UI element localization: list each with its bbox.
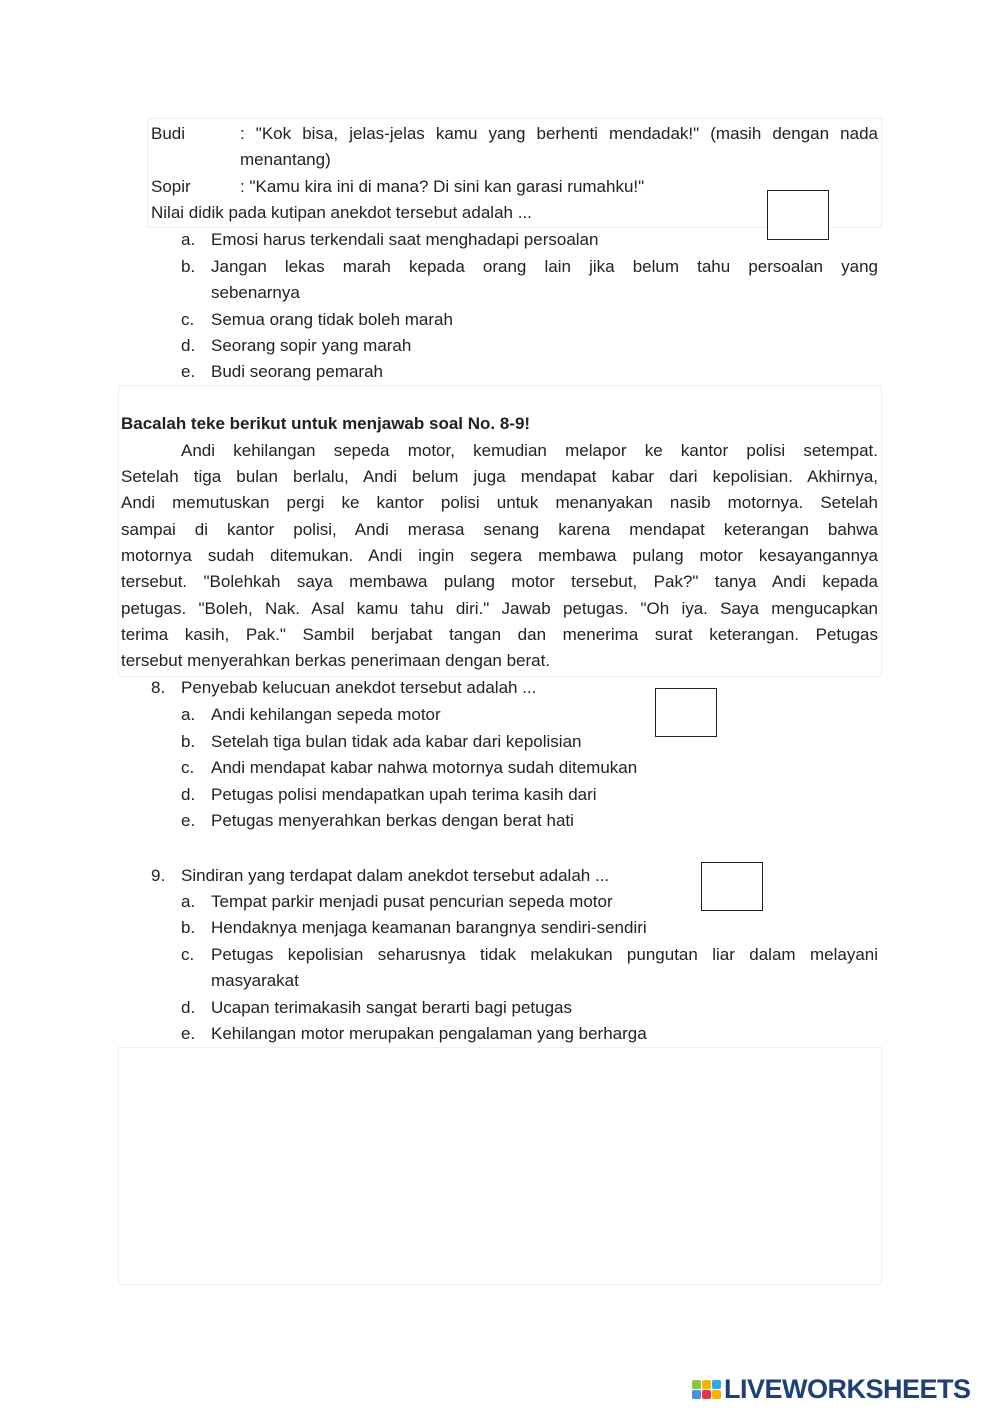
option-letter: e. (181, 1024, 196, 1043)
option-letter: a. (181, 705, 196, 724)
option-text: Petugas kepolisian seharusnya tidak melakukan pungutan liar dalam melayani (211, 945, 878, 964)
question-7: Nilai didik pada kutipan anekdot tersebut adalah ... (151, 203, 532, 222)
reading-line: tersebut menyerahkan berkas penerimaan dengan berat. (121, 651, 551, 670)
option-text: Petugas menyerahkan berkas dengan berat hati (211, 811, 574, 830)
brand-name: LIVEWORKSHEETS (724, 1374, 971, 1404)
option-text: Kehilangan motor merupakan pengalaman yang berharga (211, 1024, 647, 1043)
reading-line: Andi memutuskan pergi ke kantor polisi untuk menanyakan nasib motornya. Setelah (121, 493, 878, 512)
option-letter: d. (181, 785, 196, 804)
option-letter: d. (181, 998, 196, 1017)
option-letter: b. (181, 257, 196, 276)
question-number: 8. (151, 678, 166, 697)
option-text: masyarakat (211, 971, 299, 990)
option-text: Ucapan terimakasih sangat berarti bagi petugas (211, 998, 572, 1017)
option-text: Emosi harus terkendali saat menghadapi persoalan (211, 230, 599, 249)
option-text: Semua orang tidak boleh marah (211, 310, 453, 329)
speaker-sopir: Sopir (151, 177, 191, 196)
reading-line: Andi kehilangan sepeda motor, kemudian melapor ke kantor polisi setempat. (181, 441, 878, 460)
reading-line: Setelah tiga bulan berlalu, Andi belum juga mendapat kabar dari kepolisian. Akhirnya, (121, 467, 878, 486)
reading-line: tersebut. "Bolehkah saya membawa pulang motor tersebut, Pak?" tanya Andi kepada (121, 572, 878, 591)
option-letter: a. (181, 892, 196, 911)
option-text: Andi kehilangan sepeda motor (211, 705, 441, 724)
option-letter: c. (181, 758, 195, 777)
question-9: Sindiran yang terdapat dalam anekdot tersebut adalah ... (181, 866, 610, 885)
reading-line: petugas. "Boleh, Nak. Asal kamu tahu diri." Jawab petugas. "Oh iya. Saya mengucapkan (121, 599, 878, 618)
question-8: Penyebab kelucuan anekdot tersebut adalah ... (181, 678, 537, 697)
option-text: Petugas polisi mendapatkan upah terima kasih dari (211, 785, 597, 804)
option-text: sebenarnya (211, 283, 300, 302)
option-letter: c. (181, 310, 195, 329)
dialogue-line: menantang) (240, 150, 331, 169)
option-letter: e. (181, 362, 196, 381)
liveworksheets-logo (692, 1374, 971, 1405)
reading-heading: Bacalah teke berikut untuk menjawab soal No. 8-9! (121, 414, 531, 433)
option-text: Setelah tiga bulan tidak ada kabar dari kepolisian (211, 732, 582, 751)
speaker-budi: Budi (151, 124, 186, 143)
answer-box-7[interactable] (767, 190, 829, 240)
reading-line: sampai di kantor polisi, Andi merasa senang karena mendapat keterangan bahwa (121, 520, 878, 539)
option-letter: a. (181, 230, 196, 249)
question-number: 9. (151, 866, 166, 885)
option-text: Budi seorang pemarah (211, 362, 384, 381)
option-letter: e. (181, 811, 196, 830)
option-text: Andi mendapat kabar nahwa motornya sudah ditemukan (211, 758, 638, 777)
option-letter: c. (181, 945, 195, 964)
table-frame (118, 1047, 882, 1285)
option-text: Seorang sopir yang marah (211, 336, 412, 355)
option-text: Jangan lekas marah kepada orang lain jika belum tahu persoalan yang (211, 257, 878, 276)
logo-tiles-icon (692, 1380, 721, 1399)
dialogue-line: : "Kok bisa, jelas-jelas kamu yang berhenti mendadak!" (masih dengan nada (240, 124, 878, 143)
option-letter: d. (181, 336, 196, 355)
dialogue-line: : "Kamu kira ini di mana? Di sini kan garasi rumahku!" (240, 177, 645, 196)
option-text: Hendaknya menjaga keamanan barangnya sendiri-sendiri (211, 918, 647, 937)
option-text: Tempat parkir menjadi pusat pencurian sepeda motor (211, 892, 613, 911)
answer-box-8[interactable] (655, 688, 717, 737)
reading-line: motornya sudah ditemukan. Andi ingin segera membawa pulang motor kesayangannya (121, 546, 878, 565)
reading-line: terima kasih, Pak." Sambil berjabat tangan dan menerima surat keterangan. Petugas (121, 625, 878, 644)
answer-box-9[interactable] (701, 862, 763, 911)
option-letter: b. (181, 918, 196, 937)
option-letter: b. (181, 732, 196, 751)
